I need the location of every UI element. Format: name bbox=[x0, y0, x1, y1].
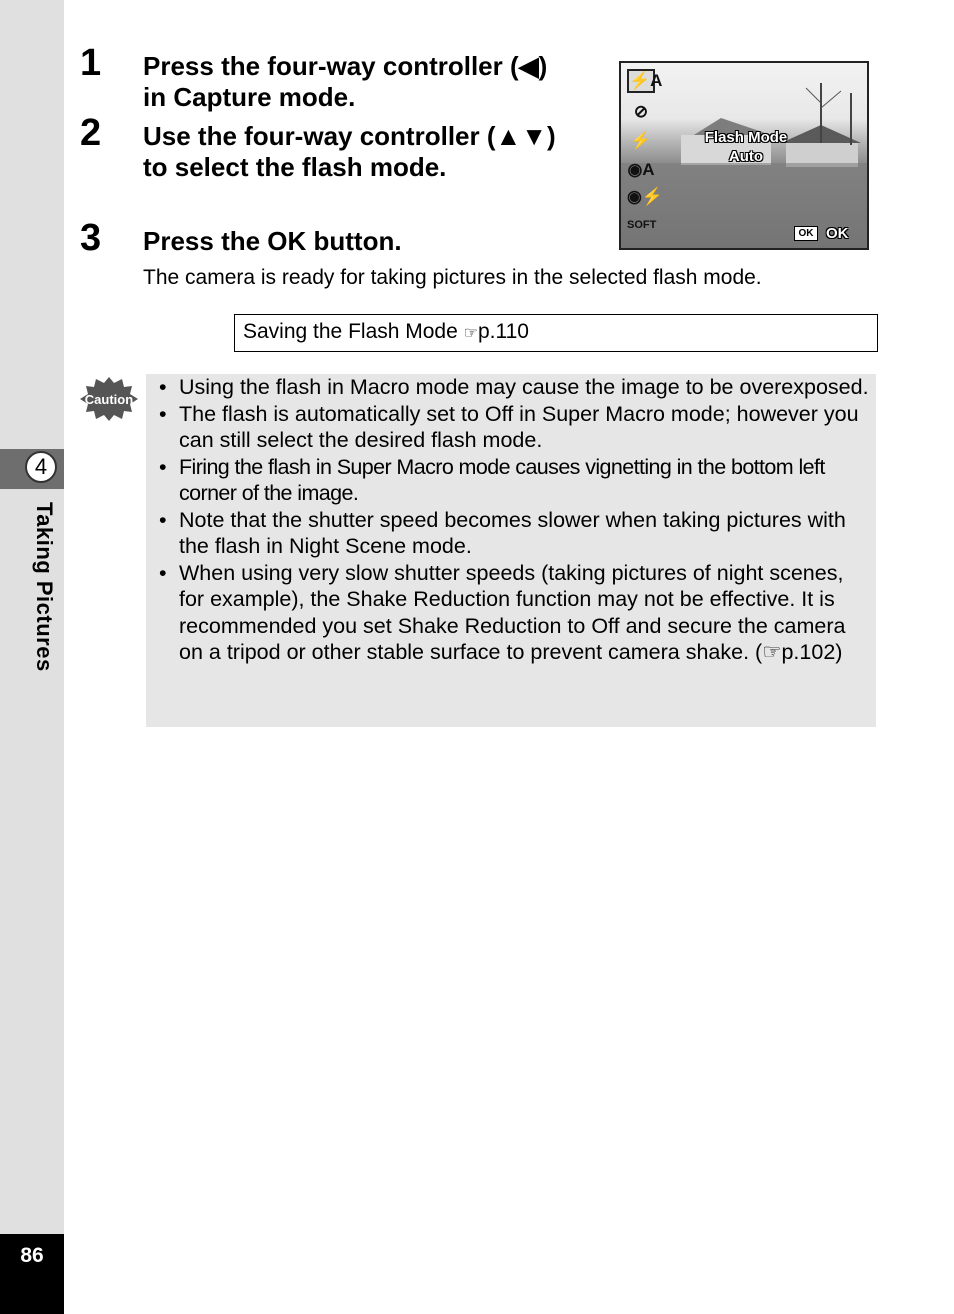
page-number: 86 bbox=[20, 1244, 44, 1267]
caution-item: • Firing the flash in Super Macro mode causes vignetting in the bottom left corner of the image. bbox=[159, 454, 869, 507]
flash-auto-icon: ⚡A bbox=[627, 69, 655, 93]
caution-item: • Note that the shutter speed becomes slower when taking pictures with the flash in Night Scene mode. bbox=[159, 507, 869, 560]
step-3-text bbox=[143, 226, 402, 257]
caution-icon-label: Caution bbox=[84, 392, 134, 407]
step-2-line-2: to select the flash mode. bbox=[143, 152, 447, 182]
caution-icon bbox=[80, 377, 138, 421]
reference-box bbox=[234, 314, 878, 352]
flash-mode-value: Auto bbox=[728, 148, 764, 165]
reference-text: Saving the Flash Mode bbox=[243, 320, 458, 343]
flash-on-icon: ⚡ bbox=[630, 131, 652, 150]
caution-item: • Using the flash in Macro mode may cause the image to be overexposed. bbox=[159, 374, 869, 401]
step-1-line-1: Press the four-way controller (◀) bbox=[143, 51, 548, 81]
redeye-auto-icon: ◉A bbox=[627, 160, 655, 179]
flash-mode-label: Flash Mode bbox=[704, 129, 788, 146]
chapter-number: 4 bbox=[25, 451, 57, 483]
step-2-line-1: Use the four-way controller (▲▼) bbox=[143, 121, 556, 151]
step-2-number: 2 bbox=[80, 112, 102, 154]
reference-page-link[interactable]: p.110 bbox=[477, 320, 529, 343]
flash-off-icon: ⊘ bbox=[633, 102, 649, 121]
soft-flash-icon: SOFT bbox=[627, 219, 657, 231]
ok-label: OK bbox=[826, 225, 849, 242]
caution-item: • When using very slow shutter speeds (taking pictures of night scenes, for example), the Shake Reduction function may not be effective. It is recommended you set Shake Reduction to Off and secure the camera on a tripod or other stable surface to prevent camera shake. (☞p.102) bbox=[159, 560, 869, 666]
step-3-line-1: Press the OK button. bbox=[143, 226, 402, 256]
reference-pointer-icon: ☞ bbox=[463, 325, 478, 342]
step-3-description: The camera is ready for taking pictures in the selected flash mode. bbox=[143, 266, 762, 289]
camera-screen bbox=[619, 61, 869, 250]
caution-list bbox=[159, 374, 869, 666]
step-1-number: 1 bbox=[80, 42, 102, 84]
caution-item: • The flash is automatically set to Off in Super Macro mode; however you can still select the desired flash mode. bbox=[159, 401, 869, 454]
redeye-on-icon: ◉⚡ bbox=[627, 187, 664, 206]
step-1-text bbox=[143, 51, 547, 113]
ok-button-icon: OK bbox=[794, 226, 818, 241]
flash-mode-icons bbox=[621, 63, 664, 248]
step-3-number: 3 bbox=[80, 217, 102, 259]
chapter-title: Taking Pictures bbox=[32, 502, 57, 672]
step-1-line-2: in Capture mode. bbox=[143, 82, 356, 112]
caution-section bbox=[146, 374, 876, 727]
step-2-text bbox=[143, 121, 556, 183]
